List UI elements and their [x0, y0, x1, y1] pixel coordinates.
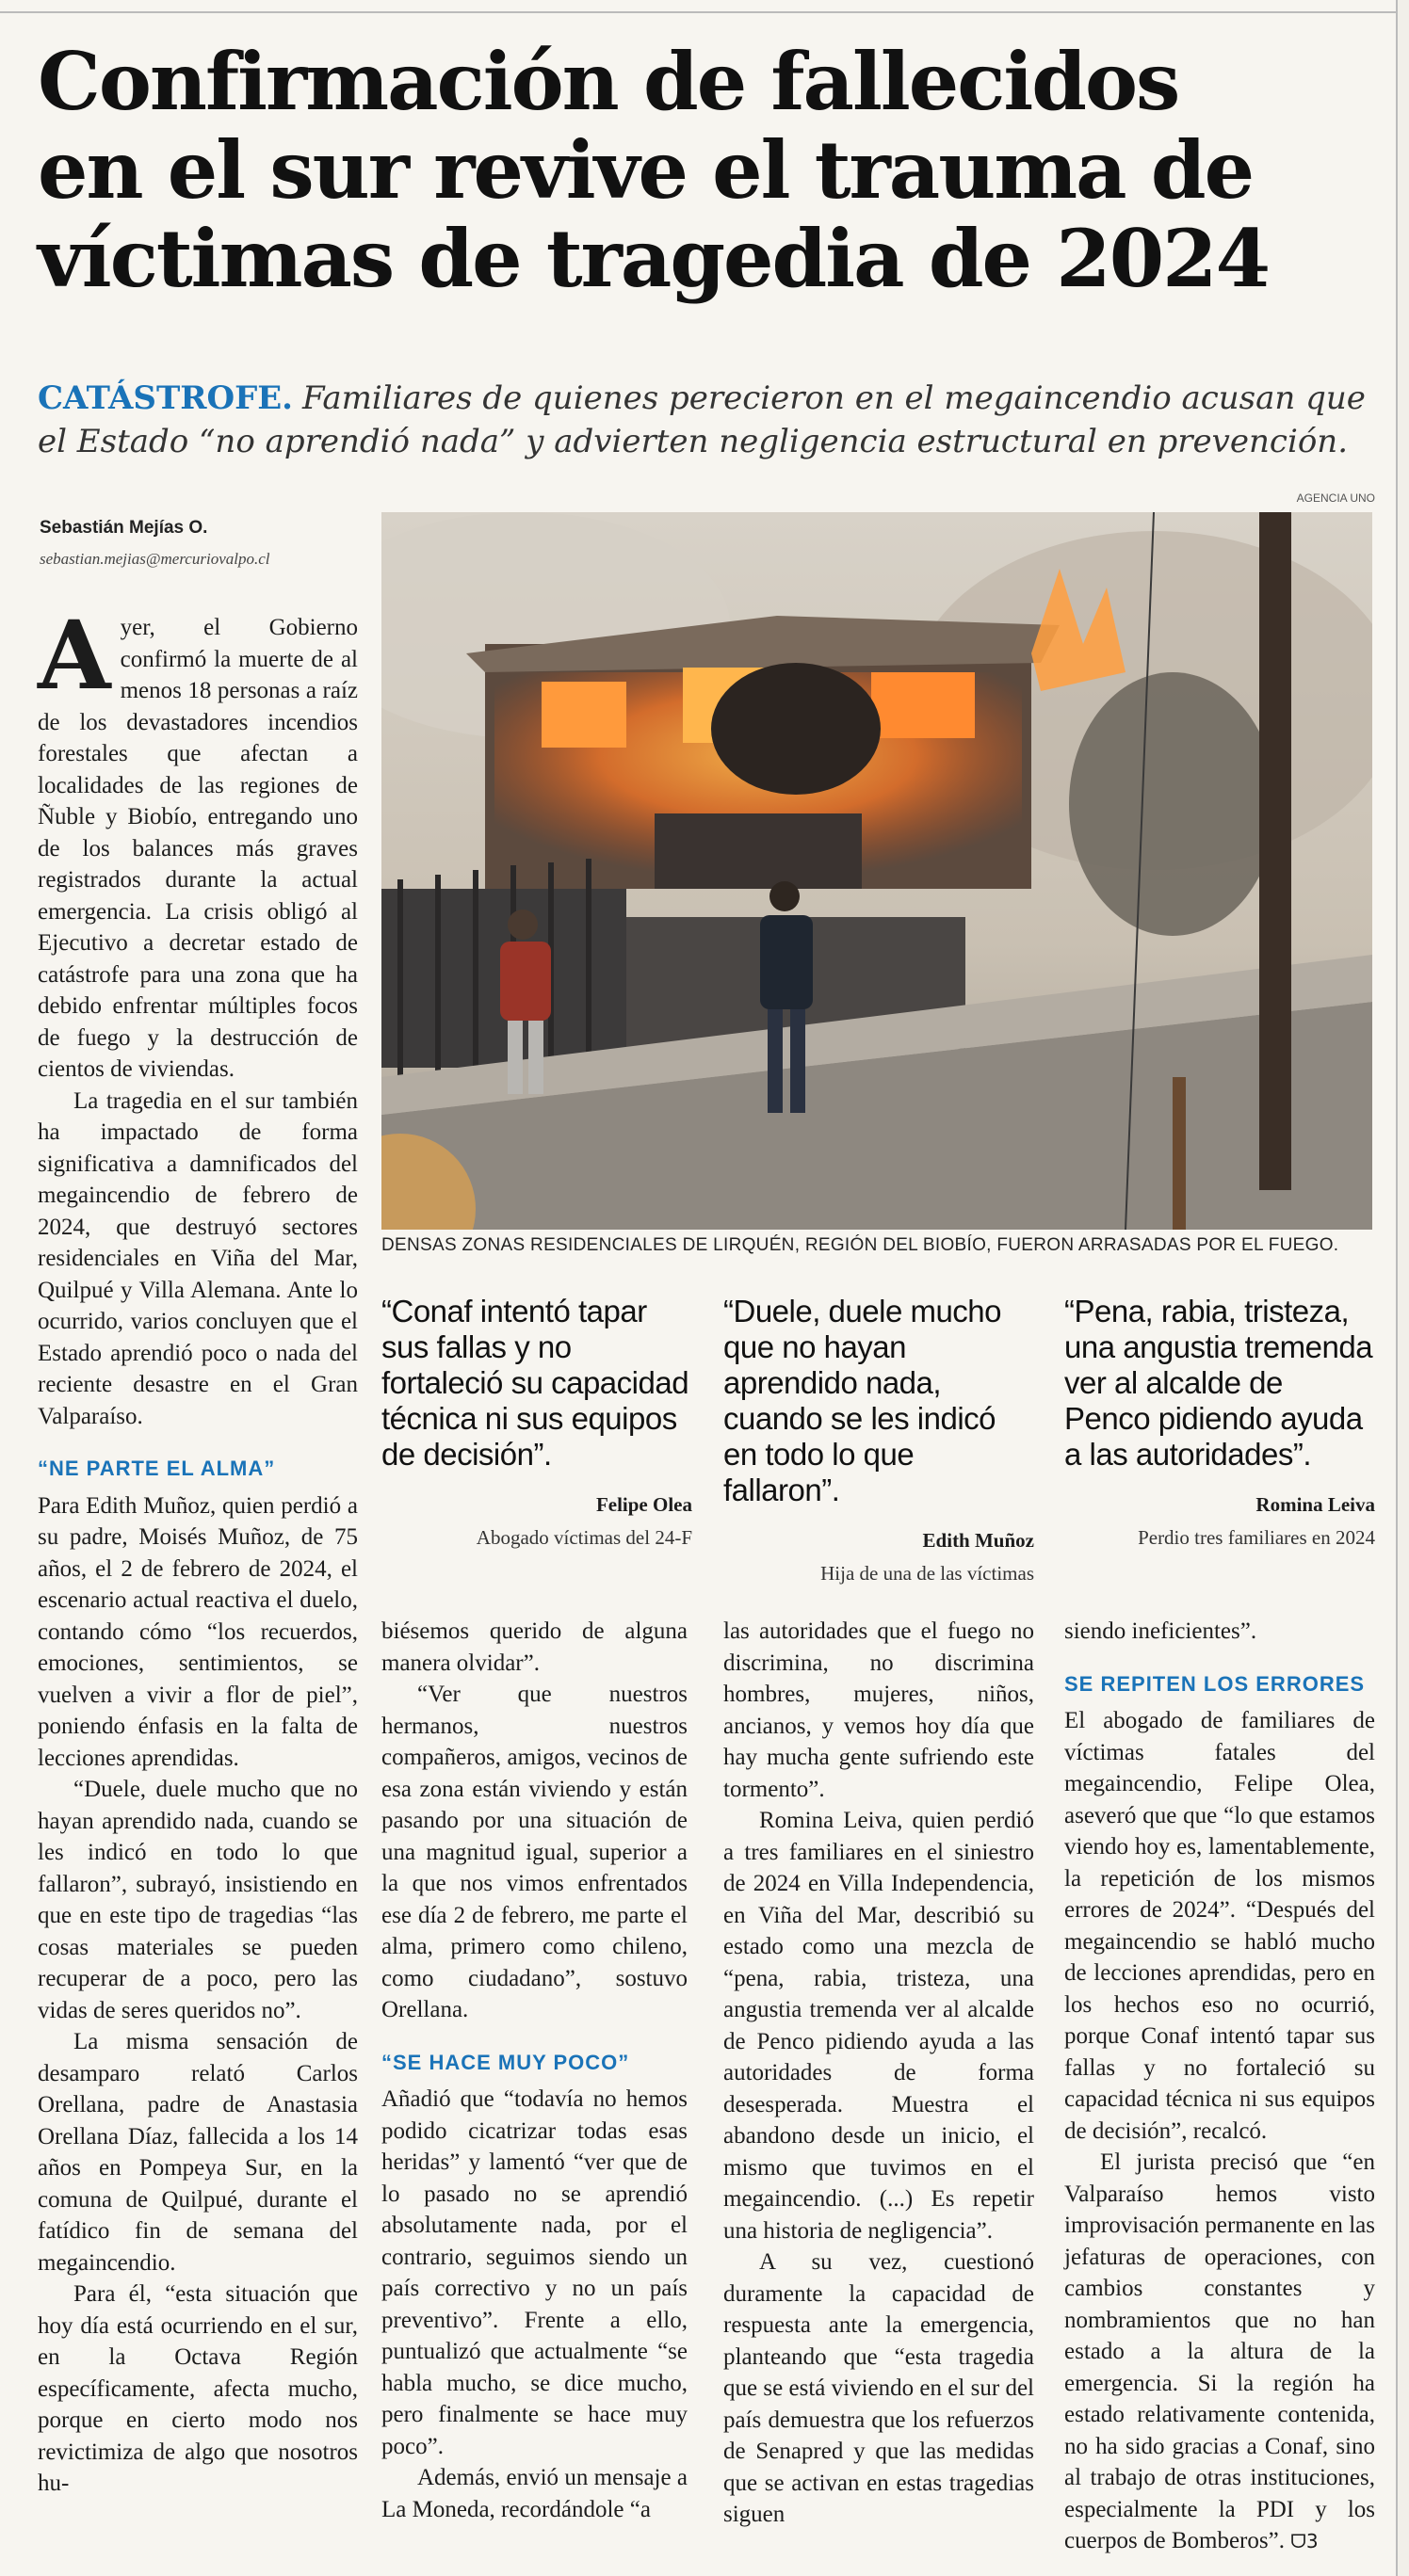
pull-quote: [381, 1294, 692, 1550]
pull-quote-name: Romina Leiva: [1255, 1493, 1375, 1516]
fire-photo: [381, 512, 1372, 1230]
paragraph: Para él, “esta situación que hoy día está ocurriendo en el sur, en la Octava Región específicamente, afecta mucho, porque en cierto modo nos revictimiza de algo que nosotros hu-: [38, 2281, 358, 2496]
pull-quote-name: Felipe Olea: [595, 1493, 692, 1516]
body-column-1: [38, 600, 358, 2500]
pull-quote: [1064, 1294, 1375, 1550]
paragraph: Para Edith Muñoz, quien perdió a su padre, Moisés Muñoz, de 75 años, el 2 de febrero de 2024, el escenario actual reactiva el duelo, contando cómo “los recuerdos, emociones, sentimientos, se vuelven a vivir a flor de piel”, poniendo énfasis en la falta de lecciones aprendidas.: [38, 1492, 358, 1771]
body-column-2: [381, 1616, 688, 2525]
headline: [38, 35, 1300, 305]
headline-line: Confirmación de fallecidos: [38, 35, 1179, 128]
body-column-4: [1064, 1616, 1375, 2558]
pull-quote-role: Perdio tres familiares en 2024: [1138, 1526, 1375, 1549]
paragraph: biésemos querido de alguna manera olvidar”.: [381, 1618, 688, 1676]
adjacent-page-edge: [1396, 0, 1409, 2576]
paragraph: las autoridades que el fuego no discrimina, no discrimina hombres, mujeres, niños, ancianos, y vemos hoy día que hay mucha gente sufriendo este tormento”.: [723, 1618, 1034, 1802]
pull-quote-role: Abogado víctimas del 24-F: [476, 1526, 692, 1549]
photo-credit: AGENCIA UNO: [1296, 491, 1375, 505]
deck: [38, 377, 1375, 463]
paragraph: Además, envió un mensaje a La Moneda, recordándole “a: [381, 2465, 688, 2522]
end-mark-icon: ᗜ3: [1290, 2530, 1319, 2552]
paragraph: La tragedia en el sur también ha impactado de forma significativa a damnificados del megaincendio de febrero de 2024, que destruyó sectores residenciales en Viña del Mar, Quilpué y Villa Alemana. Ante lo ocurrido, varios concluyen que el Estado aprendió poco o nada del reciente desastre en el Gran Valparaíso.: [38, 1087, 358, 1429]
byline: [40, 518, 360, 569]
pull-quote-role: Hija de una de las víctimas: [820, 1562, 1034, 1585]
deck-kicker: CATÁSTROFE.: [38, 379, 294, 417]
paragraph: Romina Leiva, quien perdió a tres familiares en el siniestro de 2024 en Villa Independencia, en Viña del Mar, describió su estado como una mezcla de “pena, rabia, tristeza, una angustia tremenda ver al alcalde de Penco pidiendo ayuda a las autoridades de forma desesperada. Muestra el abandono desde un inicio, el mismo que tuvimos en el megaincendio. (...) Es repetir una historia de negligencia”.: [723, 1808, 1034, 2244]
deck-text: Familiares de quienes perecieron en el megaincendio acusan que el Estado “no aprendió nada” y advierten negligencia estructural en prevención.: [38, 379, 1366, 460]
headline-line: en el sur revive el trauma de: [38, 123, 1254, 217]
pull-quote-text: “Pena, rabia, tristeza, una angustia tremenda ver al alcalde de Penco pidiendo ayuda a las autoridades”.: [1064, 1294, 1373, 1472]
drop-cap: A: [38, 600, 111, 711]
paragraph: “Duele, duele mucho que no hayan aprendido nada, cuando se les indicó en todo lo que fallaron”, subrayó, insistiendo en que en este tipo de tragedias “las cosas materiales se pueden recuperar de a poco, pero las vidas de seres queridos no”.: [38, 1777, 358, 2023]
top-rule: [0, 0, 1409, 13]
paragraph: A su vez, cuestionó duramente la capacidad de respuesta ante la emergencia, planteando que “esta tragedia que se está viviendo en el sur del país demuestra que los refuerzos de Senapred y que las medidas que se activan en estas tragedias siguen: [723, 2249, 1034, 2527]
subheading: “NE PARTE EL ALMA”: [38, 1457, 276, 1480]
author-name: Sebastián Mejías O.: [40, 518, 208, 538]
fire-photo-illustration: [381, 512, 1372, 1230]
pull-quote-name: Edith Muñoz: [922, 1529, 1034, 1552]
paragraph: “Ver que nuestros hermanos, nuestros compañeros, amigos, vecinos de esa zona están viviendo y están pasando por una situación de una magnitud igual, superior a la que nos vimos enfrentados ese día 2 de febrero, me parte el alma, primero como chileno, como ciudadano”, sostuvo Orellana.: [381, 1682, 688, 2022]
pull-quote-text: “Duele, duele mucho que no hayan aprendido nada, cuando se les indicó en todo lo que fallaron”.: [723, 1294, 1002, 1507]
headline-line: víctimas de tragedia de 2024: [38, 212, 1270, 305]
paragraph: Añadió que “todavía no hemos podido cicatrizar todas esas heridas” y lamentó “ver que de lo pasado no se aprendió absolutamente nada, por el contrario, seguimos siendo un país correctivo y no un país preventivo”. Frente a ello, puntualizó que actualmente “se habla mucho, se dice mucho, pero finalmente se hace muy poco”.: [381, 2086, 688, 2459]
pull-quote-text: “Conaf intentó tapar sus fallas y no fortaleció su capacidad técnica ni sus equipos de decisión”.: [381, 1294, 689, 1472]
subheading: SE REPITEN LOS ERRORES: [1064, 1671, 1366, 1696]
pull-quote: [723, 1294, 1034, 1586]
paragraph: La misma sensación de desamparo relató Carlos Orellana, padre de Anastasia Orellana Díaz, fallecida a los 14 años en Pompeya Sur, en la comuna de Quilpué, durante el fatídico fin de semana del megaincendio.: [38, 2029, 358, 2276]
photo-caption: DENSAS ZONAS RESIDENCIALES DE LIRQUÉN, REGIÓN DEL BIOBÍO, FUERON ARRASADAS POR EL FUEGO.: [381, 1235, 1339, 1255]
body-column-3: [723, 1616, 1034, 2531]
subheading: “SE HACE MUY POCO”: [381, 2050, 630, 2074]
paragraph: siendo ineficientes”.: [1064, 1618, 1257, 1644]
paragraph: El abogado de familiares de víctimas fatales del megaincendio, Felipe Olea, aseveró que que “lo que estamos viendo hoy es, lamentablemente, la repetición de los mismos errores de 2024”. “Después del megaincendio se habló mucho de lecciones aprendidas, pero en los hechos eso no ocurrió, porque Conaf intentó tapar sus fallas y no fortaleció su capacidad técnica ni sus equipos de decisión”, recalcó.: [1064, 1708, 1375, 2144]
author-email: sebastian.mejias@mercuriovalpo.cl: [40, 550, 270, 568]
paragraph: [1064, 2147, 1375, 2558]
paragraph-text: El jurista precisó que “en Valparaíso hemos visto improvisación permanente en las jefaturas de operaciones, con cambios constantes y nombramientos que no han estado a la altura de la emergencia. Si la región ha estado relativamente contenida, no ha sido gracias a Conaf, sino al trabajo de otras instituciones, especialmente la PDI y los cuerpos de Bomberos”.: [1064, 2149, 1375, 2553]
paragraph-text: yer, el Gobierno confirmó la muerte de al menos 18 personas a raíz de los devastadores incendios forestales que afectan a localidades de las regiones de Ñuble y Biobío, entregando uno de los balances más graves registrados durante la actual emergencia. La crisis obligó al Ejecutivo a decretar estado de catástrofe para una zona que ha debido enfrentar múltiples focos de fuego y la destrucción de cientos de viviendas.: [38, 615, 358, 1082]
paragraph: [38, 600, 358, 1086]
